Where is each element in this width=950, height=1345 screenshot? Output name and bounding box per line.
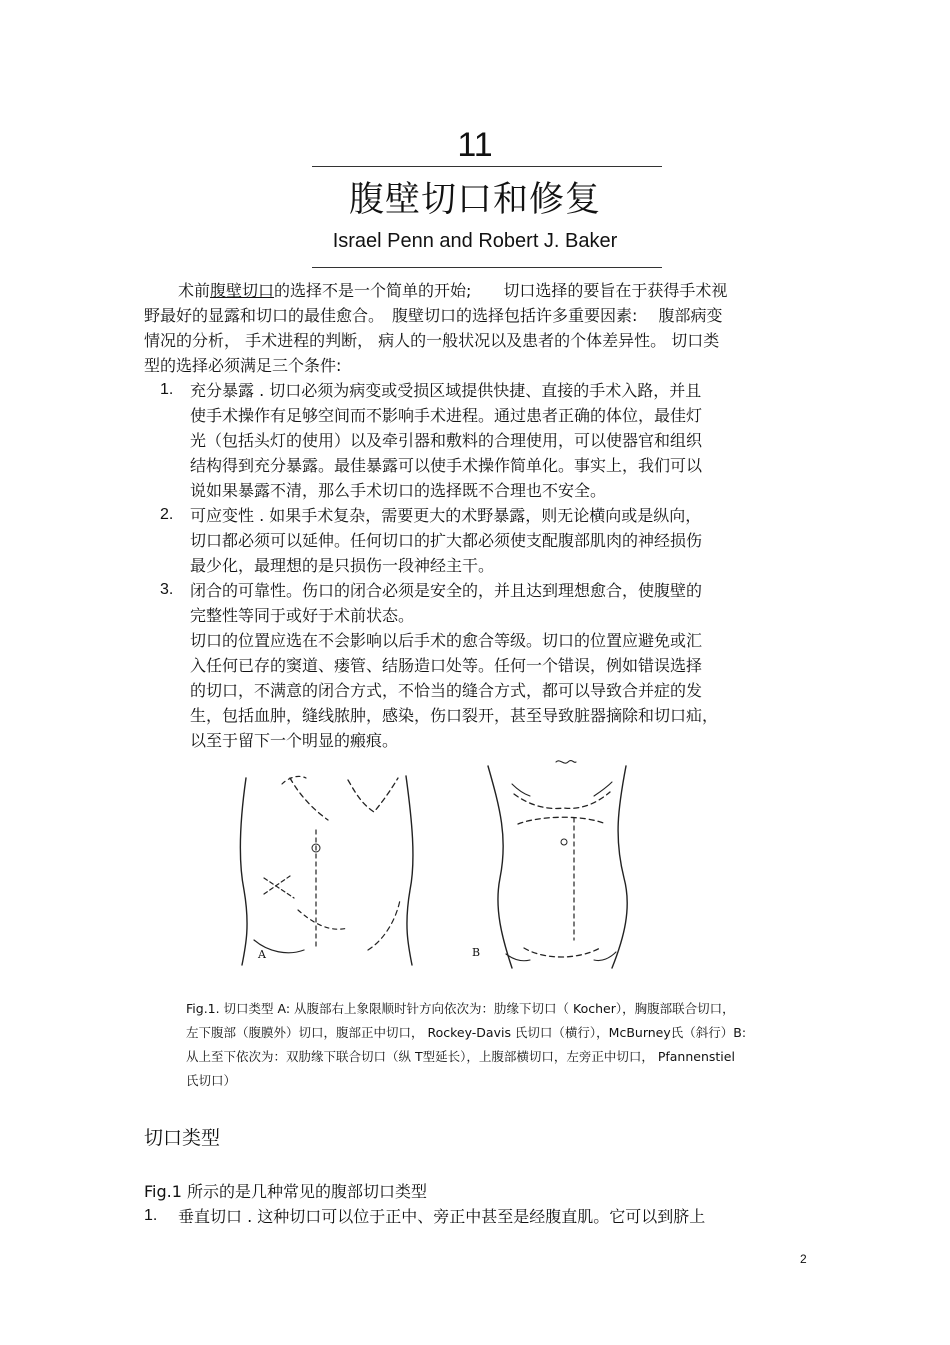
condition-2-line: 可应变性 . 如果手术复杂，需要更大的术野暴露，则无论横向或是纵向，: [190, 506, 702, 525]
figure-caption-line: 从上至下依次为：双肋缘下联合切口（纵 T型延长），上腹部横切口，左旁正中切口， Pfannenstiel: [186, 1049, 735, 1064]
condition-3-line: 入任何已存的窦道、瘘管、结肠造口处等。任何一个错误，例如错误选择: [190, 656, 703, 675]
figure-caption-line: 氏切口）: [186, 1073, 237, 1088]
title-top-rule: [312, 166, 662, 167]
condition-2-number: 2.: [160, 506, 174, 523]
condition-3-line: 生，包括血肿，缝线脓肿，感染，伤口裂开，甚至导致脏器摘除和切口疝，: [190, 706, 719, 725]
figure-a-abdomen-diagram: [228, 760, 428, 970]
intro-line-3: 情况的分析， 手术进程的判断， 病人的一般状况以及患者的个体差异性。 切口类: [144, 331, 720, 350]
intro-line-2: 野最好的显露和切口的最佳愈合。 腹壁切口的选择包括许多重要因素: 腹部病变: [144, 306, 723, 325]
figure-a-label: A: [258, 948, 266, 961]
section-item-1-text: 垂直切口 . 这种切口可以位于正中、旁正中甚至是经腹直肌。它可以到脐上: [178, 1207, 706, 1226]
condition-3-line: 切口的位置应选在不会影响以后手术的愈合等级。切口的位置应避免或汇: [190, 631, 703, 650]
intro-line-1-pre: 术前: [178, 281, 211, 300]
page-number: 2: [800, 1252, 807, 1266]
figure-caption-line: Fig.1. 切口类型 A: 从腹部右上象限顺时针方向依次为：肋缘下切口（ Kocher），胸腹部联合切口，: [186, 1001, 735, 1016]
intro-line-4: 型的选择必须满足三个条件:: [144, 356, 342, 375]
title-bottom-rule: [312, 267, 662, 268]
chapter-title: 腹壁切口和修复: [348, 180, 601, 220]
condition-3-number: 3.: [160, 581, 174, 598]
chapter-authors: Israel Penn and Robert J. Baker: [332, 230, 618, 252]
figure-b-label: B: [472, 946, 481, 959]
condition-1-line: 充分暴露 . 切口必须为病变或受损区域提供快捷、直接的手术入路，并且: [190, 381, 702, 400]
condition-1-number: 1.: [160, 381, 174, 398]
condition-3-line: 的切口，不满意的闭合方式，不恰当的缝合方式，都可以导致合并症的发: [190, 681, 703, 700]
intro-line-1-post: 的选择不是一个简单的开始; 切口选择的要旨在于获得手术视: [274, 281, 728, 300]
condition-2-line: 最少化，最理想的是只损伤一段神经主干。: [190, 556, 495, 575]
figure-reference-line: Fig.1 所示的是几种常见的腹部切口类型: [144, 1182, 427, 1201]
condition-3-line: 完整性等同于或好于术前状态。: [190, 606, 415, 625]
condition-1-line: 结构得到充分暴露。最佳暴露可以使手术操作简单化。事实上，我们可以: [190, 456, 703, 475]
condition-3-line: 以至于留下一个明显的瘢痕。: [190, 731, 399, 750]
figure-caption-line: 左下腹部（腹膜外）切口，腹部正中切口， Rockey-Davis 氏切口（横行），McBurney氏（斜行）B:: [186, 1025, 747, 1040]
chapter-number: 11: [457, 126, 493, 164]
condition-1-line: 使手术操作有足够空间而不影响手术进程。通过患者正确的体位，最佳灯: [190, 406, 703, 425]
condition-3-line: 闭合的可靠性。伤口的闭合必须是安全的，并且达到理想愈合，使腹壁的: [190, 581, 703, 600]
section-heading: 切口类型: [144, 1127, 221, 1149]
figure-b-abdomen-diagram: [478, 758, 648, 973]
intro-line-1: [178, 281, 727, 301]
condition-1-line: 光（包括头灯的使用）以及牵引器和敷料的合理使用，可以使器官和组织: [190, 431, 703, 450]
condition-1-line: 说如果暴露不清，那么手术切口的选择既不合理也不安全。: [190, 481, 607, 500]
section-item-1-number: 1.: [144, 1207, 158, 1224]
condition-2-line: 切口都必须可以延伸。任何切口的扩大都必须使支配腹部肌肉的神经损伤: [190, 531, 703, 550]
intro-keyword-link[interactable]: 腹壁切口: [210, 281, 275, 300]
